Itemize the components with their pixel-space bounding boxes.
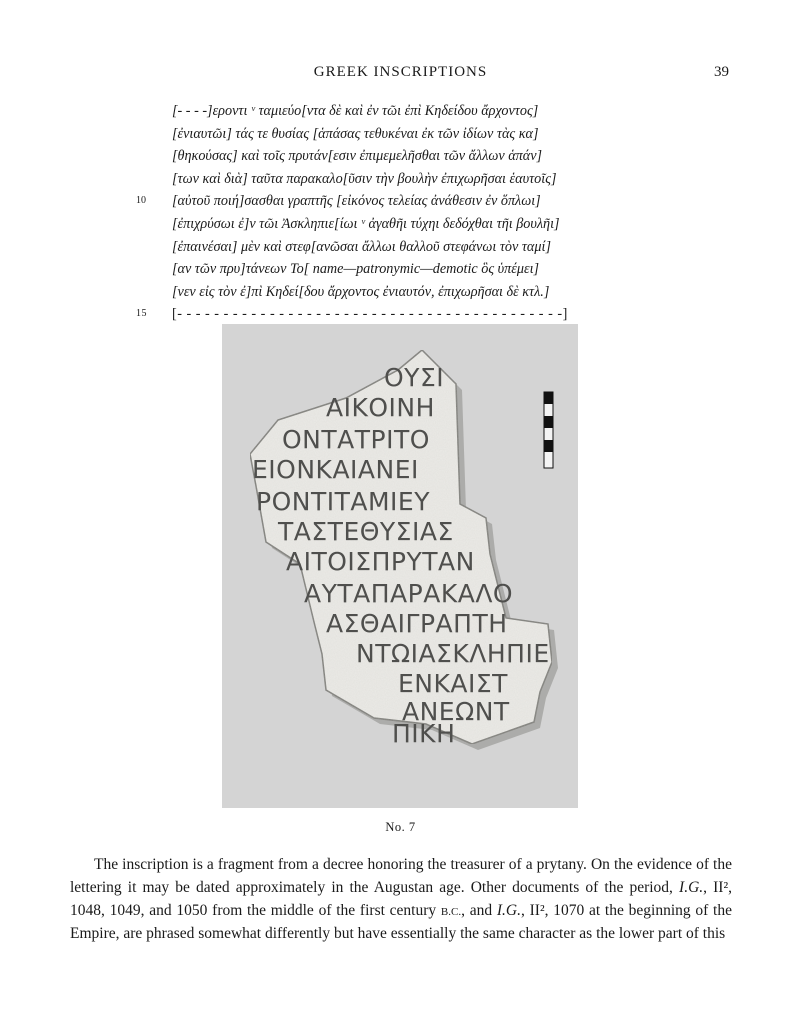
- stone-line: ΑΥΤΑΠΑΡΑΚΑΛΟ: [304, 579, 514, 608]
- inscription-line: [των καὶ διὰ] ταῦτα παρακαλο[ῦσιν τὴν βουλὴν ἐπιχωρῆσαι ἑαυτοῖς]: [172, 170, 557, 187]
- inscription-line: 15 [- - - - - - - - - - - - - - - - - - - - - - - - - - - - - - - - - - - - - - - - - -]: [172, 303, 652, 326]
- stone-line: ΝΤΩΙΑΣΚΛΗΠΙΕ: [356, 639, 550, 668]
- line-number: 15: [136, 308, 147, 320]
- stone-line: ΕΝΚΑΙΣΤ: [398, 669, 508, 698]
- bc-abbreviation: B.C.: [440, 905, 462, 918]
- inscription-line: [νεν εἰς τὸν ἐ]πὶ Κηδεί[δου ἄρχοντος ἐνιαυτόν, ἐπιχωρῆσαι δὲ κτλ.]: [172, 283, 550, 300]
- ig-reference: I.G.: [679, 878, 704, 896]
- inscription-photo: [222, 324, 578, 808]
- line-number: 10: [136, 195, 146, 207]
- inscription-line: 10 [αὐτοῦ ποιή]σασθαι γραπτῆς [εἰκόνος τελείας ἀνάθεσιν ἐν ὅπλωι]: [172, 190, 652, 213]
- stone-line: ΠΙΚΗ: [392, 719, 456, 748]
- stone-line: ΑΙΤΟΙΣΠΡΥΤΑΝ: [286, 547, 475, 576]
- stone-line: ΕΙΟΝΚΑΙΑΝΕΙ: [252, 455, 419, 484]
- ig-reference: I.G.: [496, 901, 521, 919]
- page-number: 39: [714, 64, 729, 80]
- inscription-line: [αν τῶν πρυ]τάνεων Το[ name—patronymic—demotic ὃς ὑπέμει]: [172, 261, 540, 278]
- figure-caption: No. 7: [385, 820, 416, 834]
- stone-line: ΡΟΝΤΙΤΑΜΙΕΥ: [256, 487, 430, 516]
- running-title: GREEK INSCRIPTIONS: [313, 64, 488, 80]
- inscription-line: [ἐπαινέσαι] μὲν καὶ στεφ[ανῶσαι ἄλλωι θαλλοῦ στεφάνωι τὸν ταμί]: [172, 238, 551, 255]
- inscription-line: [ἐπιχρύσωι ἐ]ν τῶι Ἀσκληπιε[ίωι ᵛ ἀγαθῆι τύχηι δεδόχθαι τῆι βουλῆι]: [172, 215, 560, 232]
- stone-line: ΑΝΕΩΝΤ: [402, 697, 510, 726]
- body-paragraph: The inscription is a fragment from a decree honoring the treasurer of a prytany. On the evidence of the lettering it may be dated approximately in the Augustan age. Other documents of the period, I.G., II², 1048, 1049, and 1050 from the middle of the first century B.C., and I.G., II², 1070 at the beginning of the Empire, are phrased somewhat differently but have essentially the same character as the lower part of this: [70, 856, 732, 943]
- stone-line: ΤΑΣΤΕΘΥΣΙΑΣ: [278, 517, 454, 546]
- inscription-line: [θηκούσας] καὶ τοῖς πρυτάν[εσιν ἐπιμεμελῆσθαι τῶν ἄλλων ἁπάν]: [172, 148, 543, 165]
- stone-line: ΟΝΤΑΤΡΙΤΟ: [282, 425, 430, 454]
- stone-line: ΑΙΚΟΙΝΗ: [326, 393, 435, 422]
- stone-line: ΑΣΘΑΙΓΡΑΠΤΗ: [326, 609, 508, 638]
- inscription-text: [136, 100, 652, 326]
- scale-bar: [544, 392, 553, 468]
- inscription-line: [ἐνιαυτῶι] τάς τε θυσίας [ἁπάσας τεθυκέναι ἐκ τῶν ἰδίων τὰς κα]: [172, 125, 539, 142]
- stone-line: ΟΥΣΙ: [384, 363, 445, 392]
- inscription-line: [- - - -]ερoντι ᵛ ταμιεύο[ντα δὲ καὶ ἐν τῶι ἐπὶ Κηδείδου ἄρχοντος]: [172, 103, 539, 119]
